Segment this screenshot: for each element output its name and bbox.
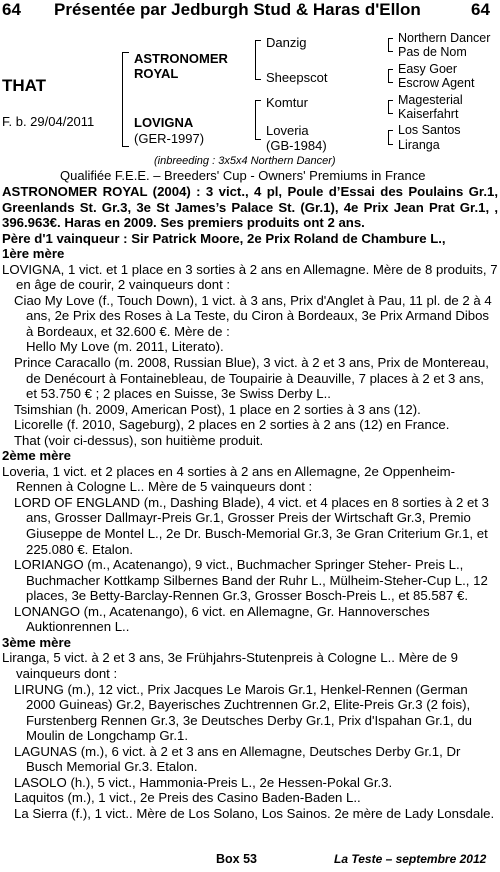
bracket-tick bbox=[388, 82, 393, 83]
gen3-ancestor: Los Santos bbox=[398, 123, 461, 137]
gen3-ancestor: Easy Goer bbox=[398, 62, 458, 76]
bracket-tick bbox=[255, 40, 261, 41]
sire-sire: Danzig bbox=[266, 35, 307, 50]
bracket-gen3 bbox=[388, 100, 389, 113]
produce-ciao-my-love: Ciao My Love (f., Touch Down), 1 vict. à 3 ans, Prix d'Anglet à Pau, 11 pl. de 2 à 4 ans, 2e Prix des Roses à La Teste, du Ciron à Bordeaux, 3e Prix Armand Dibos à Bordeaux, et 32.600 €. Mère de : bbox=[14, 292, 492, 339]
dam-name: LOVIGNA bbox=[134, 115, 194, 130]
sire-name-line1: ASTRONOMER bbox=[134, 51, 228, 66]
dam-dam-origin: (GB-1984) bbox=[266, 138, 327, 153]
qualification: Qualifiée F.E.E. – Breeders' Cup - Owners' Premiums in France bbox=[60, 168, 426, 183]
bracket-tick bbox=[388, 144, 393, 145]
gen3-ancestor: Liranga bbox=[398, 138, 440, 152]
gen3-ancestor: Northern Dancer bbox=[398, 31, 491, 45]
dam-sire: Komtur bbox=[266, 95, 308, 110]
produce-lasolo: LASOLO (h.), 5 vict., Hammonia-Preis L., 2e Hessen-Pokal Gr.3. bbox=[14, 774, 393, 790]
produce-laquitos: Laquitos (m.), 1 vict., 2e Preis des Casino Baden-Baden L.. bbox=[14, 790, 361, 806]
dam-entry-loveria: Loveria, 1 vict. et 2 places en 4 sorties à 2 ans en Allemagne, 2e Oppenheim-Rennen à Cologne L.. Mère de 5 vainqueurs dont : bbox=[2, 463, 456, 495]
bracket-tick bbox=[122, 146, 129, 147]
horse-name: THAT bbox=[2, 76, 47, 95]
dam-dam: Loveria bbox=[266, 123, 309, 138]
bracket-tick bbox=[388, 51, 393, 52]
bracket-gen3 bbox=[388, 38, 389, 51]
bracket-tick bbox=[255, 139, 261, 140]
produce-prince-caracallo: Prince Caracallo (m. 2008, Russian Blue), 3 vict. à 2 et 3 ans, Prix de Montereau, de Denécourt à Fontainebleau, de Toupairie à Deauville, 7 places à 2 et 3 ans, et 53.750 € ; 2 places en Suisse, 3e Swiss Derby L.. bbox=[14, 355, 489, 402]
produce-lirung: LIRUNG (m.), 12 vict., Prix Jacques Le Marois Gr.1, Henkel-Rennen (German 2000 Guineas) Gr.2, Bayerisches Zuchtrennen Gr.2, Elite-Preis Gr.3 (2 fois), Furstenberg Rennen Gr.3, 3e Deutsches Derby Gr.1, Prix d'Ispahan Gr.1, du Moulin de Longchamp Gr.1. bbox=[14, 681, 472, 744]
produce-lonango: LONANGO (m., Acatenango), 6 vict. en Allemagne, Gr. Hannoversches Auktionrennen L.. bbox=[14, 603, 430, 635]
produce-licorelle: Licorelle (f. 2010, Sageburg), 2 places en 2 sorties à 2 ans (12) en France. bbox=[14, 417, 450, 433]
catalogue-body bbox=[2, 184, 498, 821]
produce-la-sierra: La Sierra (f.), 1 vict.. Mère de Los Solano, Los Sainos. 2e mère de Lady Lonsdale. bbox=[14, 805, 495, 821]
sire-winner-line: Père d'1 vainqueur : Sir Patrick Moore, 2e Prix Roland de Chambure L., bbox=[2, 230, 446, 246]
gen3-ancestor: Pas de Nom bbox=[398, 45, 467, 59]
horse-details: F. b. 29/04/2011 bbox=[2, 114, 95, 129]
box-number: Box 53 bbox=[216, 852, 257, 866]
sire-dam: Sheepscot bbox=[266, 70, 328, 85]
dam-entry-lovigna: LOVIGNA, 1 vict. et 1 place en 3 sorties à 2 ans en Allemagne. Mère de 8 produits, 7 en âge de courir, 2 vainqueurs dont : bbox=[2, 261, 498, 293]
produce-loriango: LORIANGO (m., Acatenango), 9 vict., Buchmacher Springer Steher- Preis L., Buchmacher Kottkamp Silbernes Band der Ruhr L., Mülheim-Steher-Cup L., 12 places, 3e Betty-Barclay-Rennen Gr.3, Grosser Bosch-Preis L., et 85.587 €. bbox=[14, 557, 488, 604]
heading-third-dam: 3ème mère bbox=[2, 634, 71, 650]
produce-hello-my-love: Hello My Love (m. 2011, Literato). bbox=[26, 339, 224, 355]
bracket-tick bbox=[388, 130, 393, 131]
bracket-gen1 bbox=[122, 52, 123, 147]
lot-number: 64 bbox=[2, 0, 21, 19]
produce-lagunas: LAGUNAS (m.), 6 vict. à 2 et 3 ans en Allemagne, Deutsches Derby Gr.1, Dr Busch Memorial Gr.3. Etalon. bbox=[14, 743, 461, 775]
page-title: Présentée par Jedburgh Stud & Haras d'Ellon bbox=[54, 0, 421, 19]
bracket-gen3 bbox=[388, 130, 389, 144]
bracket-tick bbox=[388, 69, 393, 70]
heading-first-dam: 1ère mère bbox=[2, 246, 65, 262]
dam-entry-liranga: Liranga, 5 vict. à 2 et 3 ans, 3e Frühjahrs-Stutenpreis à Cologne L.. Mère de 9 vainqueurs dont : bbox=[2, 650, 458, 681]
bracket-tick bbox=[388, 38, 393, 39]
sire-paragraph bbox=[2, 184, 498, 231]
inbreeding-note: (inbreeding : 3x5x4 Northern Dancer) bbox=[154, 155, 336, 167]
gen3-ancestor: Magesterial bbox=[398, 93, 463, 107]
bracket-gen3 bbox=[388, 69, 389, 82]
produce-lord-of-england: LORD OF ENGLAND (m., Dashing Blade), 4 vict. et 4 places en 8 sorties à 2 et 3 ans, Grosser Dallmayr-Preis Gr.1, Grosser Preis der Wirtschaft Gr.3, Premio Giuseppe de Montel L., 2e Dr. Busch-Memorial Gr.3, 3e Gran Criterium Gr.1, et 225.080 €. Etalon. bbox=[14, 494, 489, 557]
lot-number-right: 64 bbox=[471, 0, 490, 19]
bracket-tick bbox=[122, 52, 129, 53]
bracket-tick bbox=[255, 79, 261, 80]
bracket-tick bbox=[388, 113, 393, 114]
gen3-ancestor: Kaiserfahrt bbox=[398, 107, 459, 121]
sire-name-line2: ROYAL bbox=[134, 66, 179, 81]
heading-second-dam: 2ème mère bbox=[2, 448, 71, 464]
sire-paragraph-text: ASTRONOMER ROYAL (2004) : 3 vict., 4 pl, Poule d’Essai des Poulains Gr.1, Greenlands St. Gr.3, 3e St James’s Palace St. (Gr.1), 4e Prix Jean Prat Gr.1, , 396.963€. Haras en 2009. Ses premiers produits ont 2 ans. bbox=[2, 184, 498, 231]
bracket-tick bbox=[388, 100, 393, 101]
dam-origin: (GER-1997) bbox=[134, 131, 205, 146]
produce-tsimshian: Tsimshian (h. 2009, American Post), 1 place en 2 sorties à 3 ans (12). bbox=[14, 401, 421, 417]
sale-location: La Teste – septembre 2012 bbox=[334, 852, 487, 866]
bracket-dam bbox=[255, 100, 256, 140]
bracket-tick bbox=[255, 100, 261, 101]
gen3-ancestor: Escrow Agent bbox=[398, 76, 475, 90]
bracket-sire bbox=[255, 40, 256, 80]
produce-that: That (voir ci-dessus), son huitième produit. bbox=[14, 432, 264, 448]
